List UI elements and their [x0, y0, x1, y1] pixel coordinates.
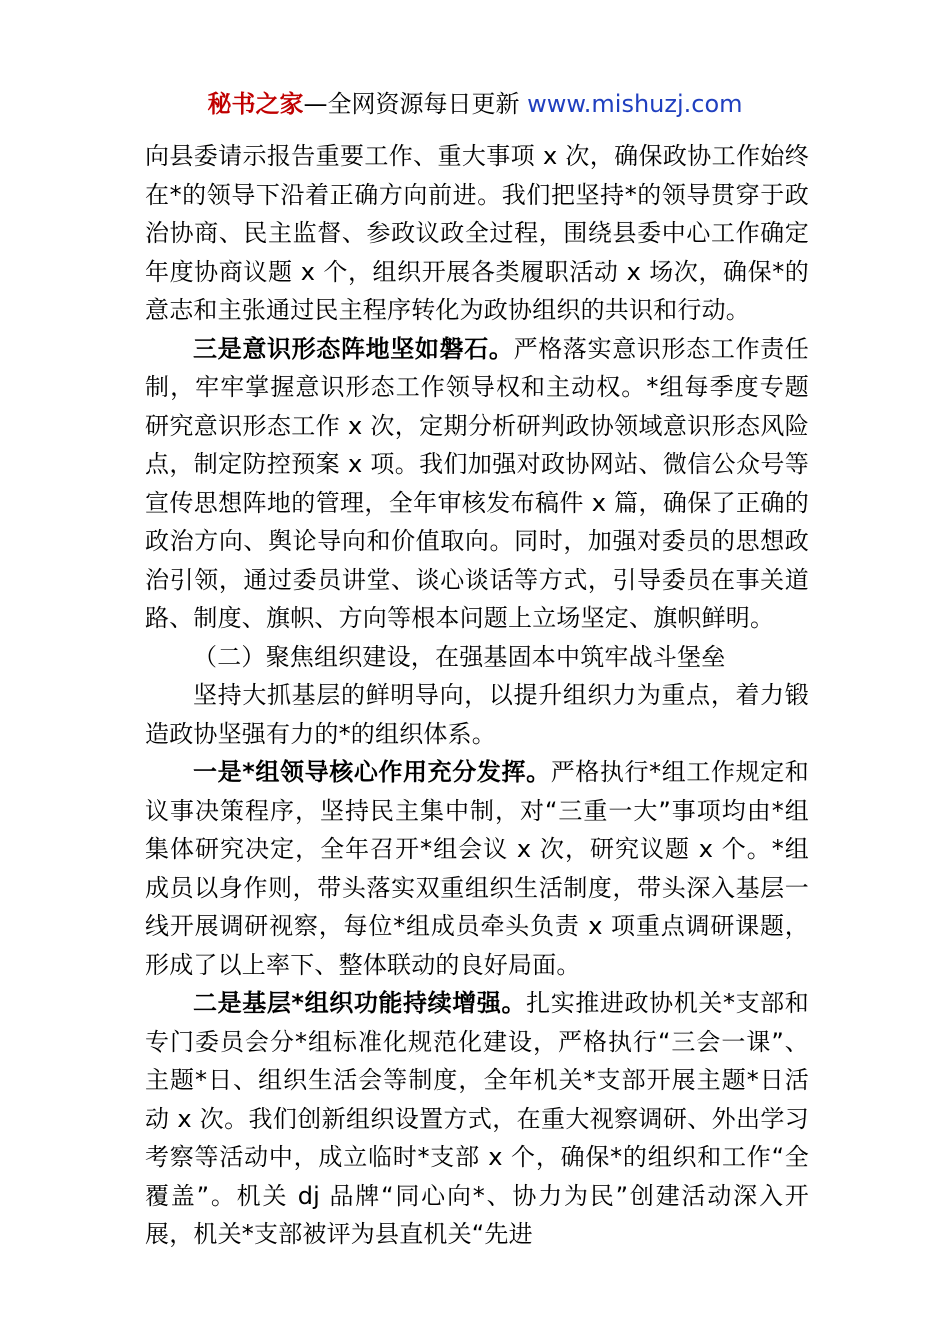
paragraph-lead-ideology: 三是意识形态阵地坚如磐石。: [193, 334, 514, 363]
site-slogan: —全网资源每日更新: [303, 90, 528, 118]
paragraph-lead-leadership-core: 一是*组领导核心作用充分发挥。: [193, 758, 551, 786]
paragraph-text-ideology: 严格落实意识形态工作责任制，牢牢掌握意识形态工作领导权和主动权。*组每季度专题研究意识形态工作 x 次，定期分析研判政协领域意识形态风险点，制定防控预案 x 项。我们加强对政协网站、微信公众号等宣传思想阵地的管理，全年审核发布稿件 x 篇，确保了正确的政治方向、舆论导向和价值取向。同时，加强对委员的思想政治引领，通过委员讲堂、谈心谈话等方式，引导委员在事关道路、制度、旗帜、方向等根本问题上立场坚定、旗帜鲜明。: [145, 334, 809, 632]
paragraph-grassroots: [145, 984, 809, 1254]
paragraph-text-leadership-core: 严格执行*组工作规定和议事决策程序，坚持民主集中制，对“三重一大”事项均由*组集体研究决定，全年召开*组会议 x 次，研究议题 x 个。*组成员以身作则，带头落实双重组织生活制度，带头深入基层一线开展调研视察，每位*组成员牵头负责 x 项重点调研课题，形成了以上率下、整体联动的良好局面。: [145, 758, 809, 979]
paragraph-text-grassroots: 扎实推进政协机关*支部和专门委员会分*组标准化规范化建设，严格执行“三会一课”、主题*日、组织生活会等制度，全年机关*支部开展主题*日活动 x 次。我们创新组织设置方式，在重大视察调研、外出学习考察等活动中，成立临时*支部 x 个，确保*的组织和工作“全覆盖”。机关 dj 品牌“同心向*、协力为民”创建活动深入开展，机关*支部被评为县直机关“先进: [145, 989, 809, 1248]
paragraph-leadership-core: [145, 753, 809, 984]
paragraph-ideology: [145, 330, 809, 638]
site-url-link[interactable]: www.mishuzj.com: [527, 90, 743, 118]
paragraph-lead-grassroots: 二是基层*组织功能持续增强。: [193, 989, 527, 1017]
document-body: [145, 137, 809, 1254]
section-heading-organization: （二）聚焦组织建设，在强基固本中筑牢战斗堡垒: [193, 642, 726, 671]
site-watermark-header: [0, 86, 950, 122]
site-brand-name: 秘书之家: [207, 90, 304, 118]
paragraph-continuation: 向县委请示报告重要工作、重大事项 x 次，确保政协工作始终在*的领导下沿着正确方向前进。我们把坚持*的领导贯穿于政治协商、民主监督、参政议政全过程，围绕县委中心工作确定年度协商议题 x 个，组织开展各类履职活动 x 场次，确保*的意志和主张通过民主程序转化为政协组织的共识和行动。: [145, 142, 809, 324]
paragraph-organization-intro: 坚持大抓基层的鲜明导向，以提升组织力为重点，着力锻造政协坚强有力的*的组织体系。: [145, 681, 809, 748]
